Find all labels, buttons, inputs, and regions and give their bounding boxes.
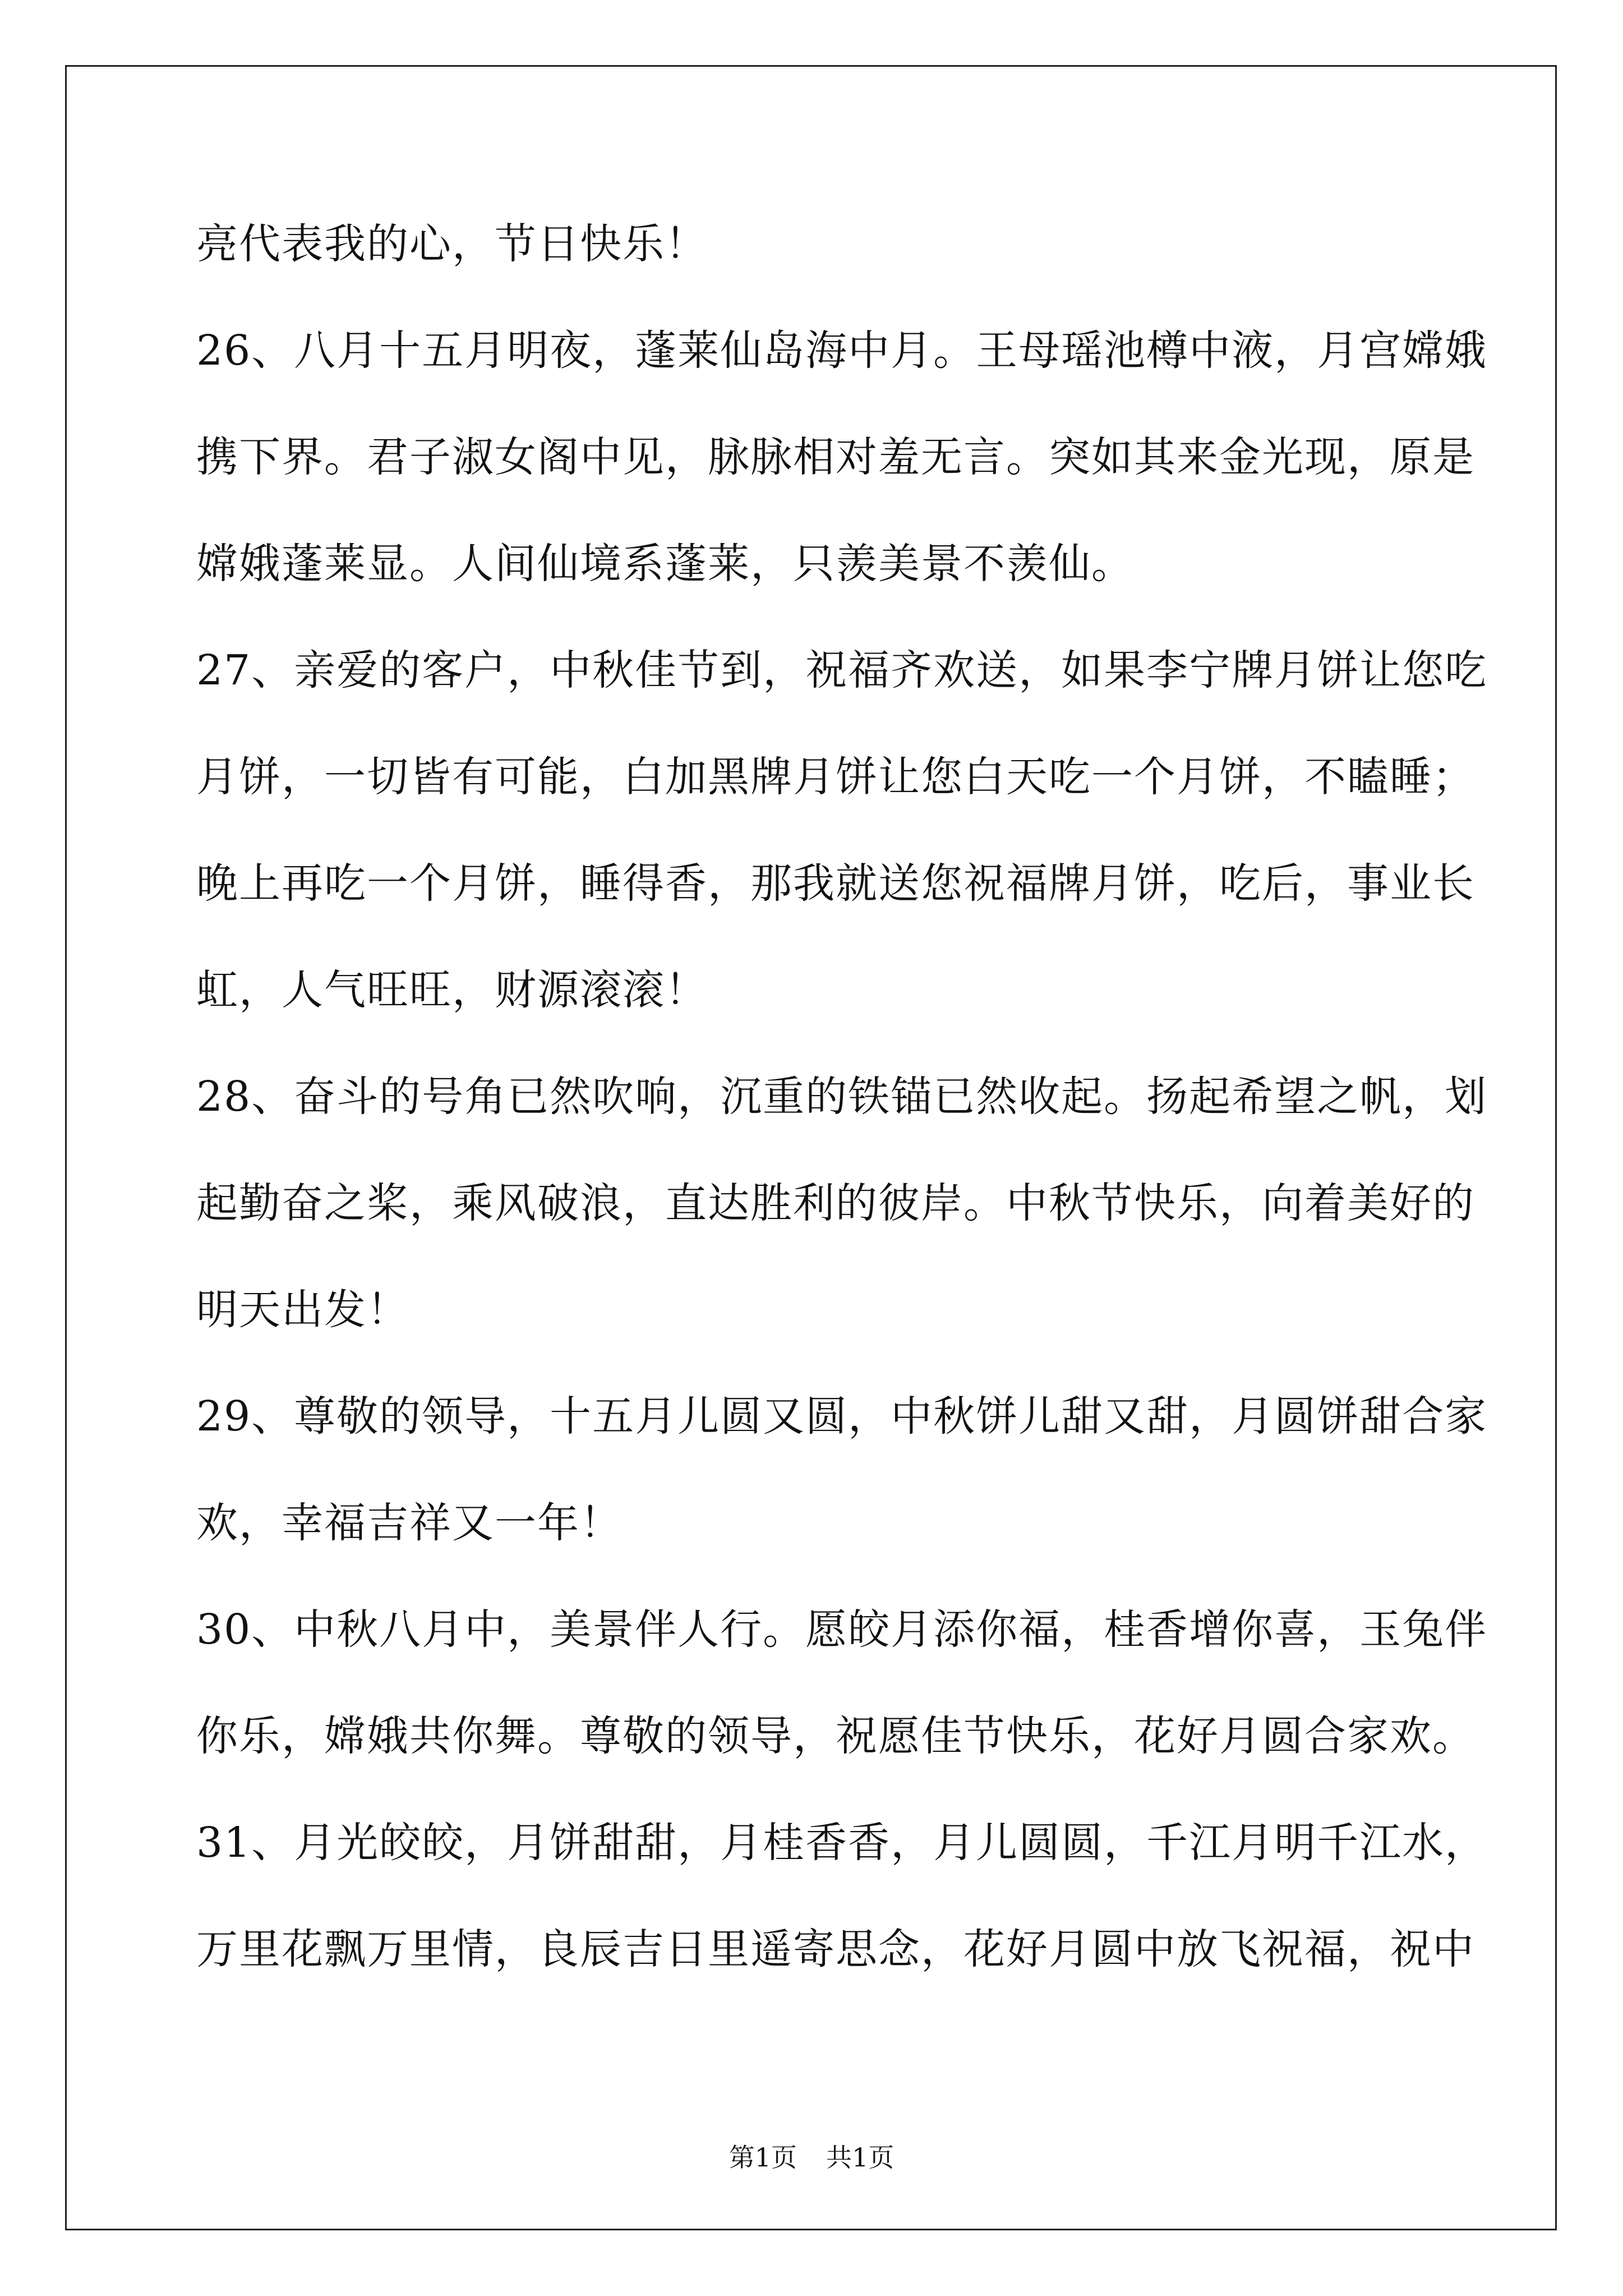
document-body xyxy=(196,208,1488,2019)
text-line: 31、月光皎皎，月饼甜甜，月桂香香，月儿圆圆，千江月明千江水， xyxy=(196,1819,1488,1867)
text-line: 30、中秋八月中，美景伴人行。愿皎月添你福，桂香增你喜，玉兔伴 xyxy=(196,1605,1488,1654)
text-line: 虹，人气旺旺，财源滚滚！ xyxy=(196,966,708,1014)
text-line: 亮代表我的心，节日快乐！ xyxy=(196,220,708,268)
text-line: 月饼，一切皆有可能，白加黑牌月饼让您白天吃一个月饼，不瞌睡； xyxy=(196,753,1475,801)
text-line: 你乐，嫦娥共你舞。尊敬的领导，祝愿佳节快乐，花好月圆合家欢。 xyxy=(196,1712,1475,1760)
text-line: 28、奋斗的号角已然吹响，沉重的铁锚已然收起。扬起希望之帆，划 xyxy=(196,1073,1488,1121)
text-line: 携下界。君子淑女阁中见，脉脉相对羞无言。突如其来金光现，原是 xyxy=(196,433,1475,481)
text-line: 嫦娥蓬莱显。人间仙境系蓬莱，只羡美景不羡仙。 xyxy=(196,540,1134,588)
page-number-total: 共1页 xyxy=(826,2142,895,2173)
text-line: 起勤奋之桨，乘风破浪，直达胜利的彼岸。中秋节快乐，向着美好的 xyxy=(196,1179,1475,1227)
text-line: 万里花飘万里情，良辰吉日里遥寄思念，花好月圆中放飞祝福，祝中 xyxy=(196,1925,1475,1973)
page-footer xyxy=(0,2137,1623,2174)
text-line: 26、八月十五月明夜，蓬莱仙岛海中月。王母瑶池樽中液，月宫嫦娥 xyxy=(196,326,1488,375)
page-number-current: 第1页 xyxy=(728,2142,797,2173)
text-line: 29、尊敬的领导，十五月儿圆又圆，中秋饼儿甜又甜，月圆饼甜合家 xyxy=(196,1392,1488,1441)
text-line: 晚上再吃一个月饼，睡得香，那我就送您祝福牌月饼，吃后，事业长 xyxy=(196,859,1475,908)
text-line: 欢，幸福吉祥又一年！ xyxy=(196,1499,623,1547)
text-line: 27、亲爱的客户，中秋佳节到，祝福齐欢送，如果李宁牌月饼让您吃 xyxy=(196,646,1488,694)
text-line: 明天出发！ xyxy=(196,1286,409,1334)
